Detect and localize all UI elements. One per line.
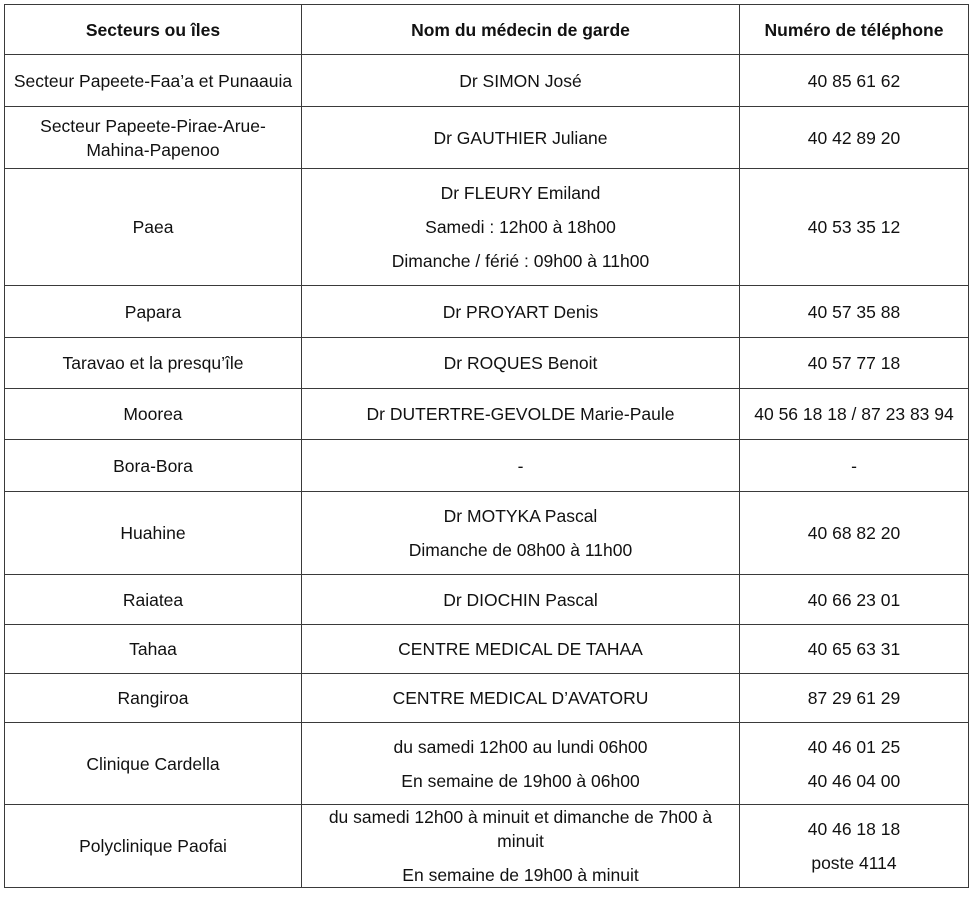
doctor-line: Dimanche de 08h00 à 11h00 [408,540,633,560]
phone-line: 40 57 35 88 [807,301,901,322]
phone-cell [740,674,969,723]
doctor-cell [302,440,740,492]
sector-cell: Bora-Bora [5,440,302,492]
header-phone: Numéro de téléphone [740,5,969,55]
doctor-line: CENTRE MEDICAL D’AVATORU [392,688,649,708]
doctor-line: Dr DUTERTRE-GEVOLDE Marie-Paule [366,404,675,424]
sector-cell: Tahaa [5,625,302,674]
table-row [5,440,969,492]
phone-line: 40 46 18 18 [807,819,901,839]
phone-line: 87 29 61 29 [807,688,901,708]
on-call-doctors-table [4,4,969,888]
doctor-cell [302,286,740,338]
phone-line: 40 53 35 12 [807,217,901,237]
doctor-line: Dr PROYART Denis [442,301,599,322]
table-row [5,492,969,575]
doctor-line: En semaine de 19h00 à 06h00 [401,770,640,791]
phone-line: 40 66 23 01 [807,589,901,610]
phone-cell [740,625,969,674]
phone-line: 40 56 18 18 / 87 23 83 94 [754,404,954,424]
phone-line: 40 42 89 20 [807,127,901,148]
doctor-cell [302,492,740,575]
doctor-cell [302,55,740,107]
sector-cell: Raiatea [5,575,302,625]
doctor-line: - [517,455,524,476]
doctor-cell [302,575,740,625]
doctor-cell [302,389,740,440]
header-doctor: Nom du médecin de garde [302,5,740,55]
phone-cell [740,723,969,805]
table-row [5,55,969,107]
sector-cell: Papara [5,286,302,338]
phone-cell [740,575,969,625]
header-sector: Secteurs ou îles [5,5,302,55]
phone-cell [740,805,969,888]
phone-line: 40 85 61 62 [807,70,901,91]
phone-cell [740,286,969,338]
table-row [5,674,969,723]
table-header-row [5,5,969,55]
table-row [5,286,969,338]
phone-cell [740,492,969,575]
doctor-line: En semaine de 19h00 à minuit [402,865,639,885]
sector-cell: Secteur Papeete-Pirae-Arue-Mahina-Papenoo [5,107,302,169]
doctor-cell [302,338,740,389]
doctor-line: Dr SIMON José [459,70,582,91]
phone-cell [740,55,969,107]
table-row [5,805,969,888]
doctor-line: Dimanche / férié : 09h00 à 11h00 [391,251,650,271]
sector-cell: Clinique Cardella [5,723,302,805]
sector-cell: Secteur Papeete-Faa’a et Punaauia [5,55,302,107]
phone-line: poste 4114 [811,853,897,873]
phone-line: 40 65 63 31 [807,639,901,659]
doctor-line: du samedi 12h00 au lundi 06h00 [393,736,648,757]
doctor-line: Dr FLEURY Emiland [440,183,601,203]
phone-cell [740,440,969,492]
phone-cell [740,389,969,440]
phone-cell [740,338,969,389]
sector-cell: Huahine [5,492,302,575]
sector-cell: Taravao et la presqu’île [5,338,302,389]
sector-cell: Moorea [5,389,302,440]
table-row [5,723,969,805]
sector-cell: Polyclinique Paofai [5,805,302,888]
doctor-line: Samedi : 12h00 à 18h00 [425,217,616,237]
phone-line: 40 57 77 18 [807,353,901,373]
doctor-line: Dr ROQUES Benoit [443,353,598,373]
doctor-line: Dr DIOCHIN Pascal [443,589,598,610]
phone-line: 40 46 04 00 [807,770,901,791]
doctor-cell [302,107,740,169]
doctor-line: CENTRE MEDICAL DE TAHAA [398,639,643,659]
doctor-cell [302,625,740,674]
doctor-cell [302,805,740,888]
phone-line: 40 68 82 20 [807,523,901,543]
doctor-cell [302,674,740,723]
table-row [5,107,969,169]
phone-line: 40 46 01 25 [807,736,901,757]
doctor-line: Dr GAUTHIER Juliane [433,127,608,148]
table-row [5,389,969,440]
doctor-cell [302,169,740,286]
phone-line: - [851,455,857,476]
sector-cell: Rangiroa [5,674,302,723]
phone-cell [740,107,969,169]
table-body [5,55,969,888]
table-row [5,575,969,625]
doctor-line: du samedi 12h00 à minuit et dimanche de 7h00 à minuit [328,807,713,851]
table-row [5,338,969,389]
doctor-line: Dr MOTYKA Pascal [443,506,598,526]
table-row [5,169,969,286]
table-row [5,625,969,674]
sector-cell: Paea [5,169,302,286]
doctor-cell [302,723,740,805]
phone-cell [740,169,969,286]
